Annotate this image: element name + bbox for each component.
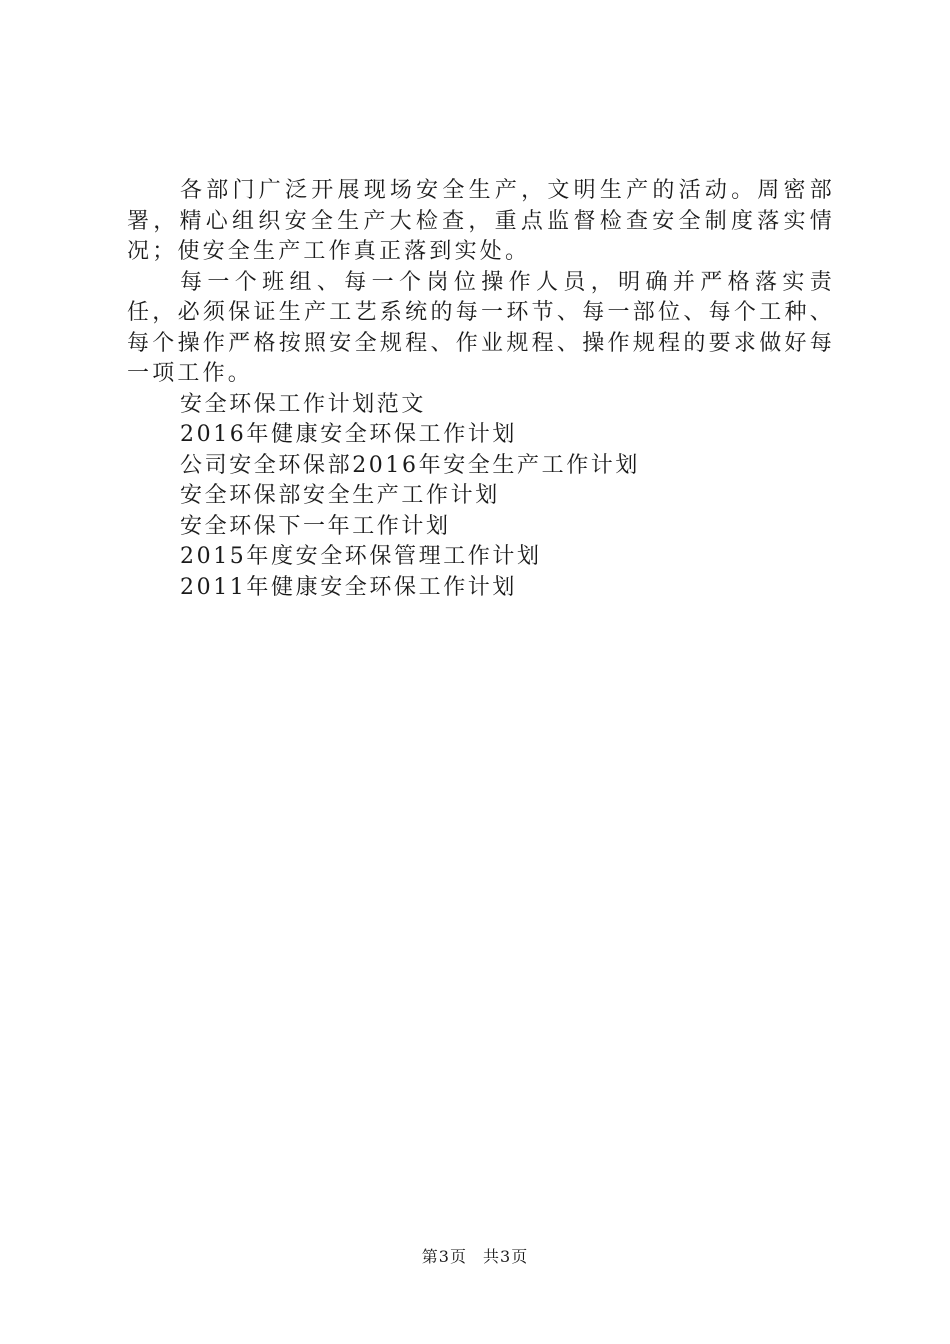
page-footer [0,1244,950,1267]
page-total: 共3页 [483,1247,529,1266]
paragraph: 各部门广泛开展现场安全生产，文明生产的活动。周密部署，精心组织安全生产大检查，重点监督检查安全制度落实情况；使安全生产工作真正落到实处。 [127,178,835,264]
related-title: 2011年健康安全环保工作计划 [180,574,517,600]
paragraph: 每一个班组、每一个岗位操作人员，明确并严格落实责任，必须保证生产工艺系统的每一环节、每一部位、每个工种、每个操作严格按照安全规程、作业规程、操作规程的要求做好每一项工作。 [127,269,835,386]
related-title: 2016年健康安全环保工作计划 [180,422,517,447]
document-body [127,176,835,603]
related-title: 公司安全环保部2016年安全生产工作计划 [180,452,640,478]
related-title: 2015年度安全环保管理工作计划 [180,544,542,569]
page-number: 第3页 [421,1247,467,1266]
related-title: 安全环保工作计划范文 [180,391,427,417]
related-title: 安全环保部安全生产工作计划 [180,483,500,508]
related-titles-list [127,390,835,604]
related-title: 安全环保下一年工作计划 [180,513,451,539]
